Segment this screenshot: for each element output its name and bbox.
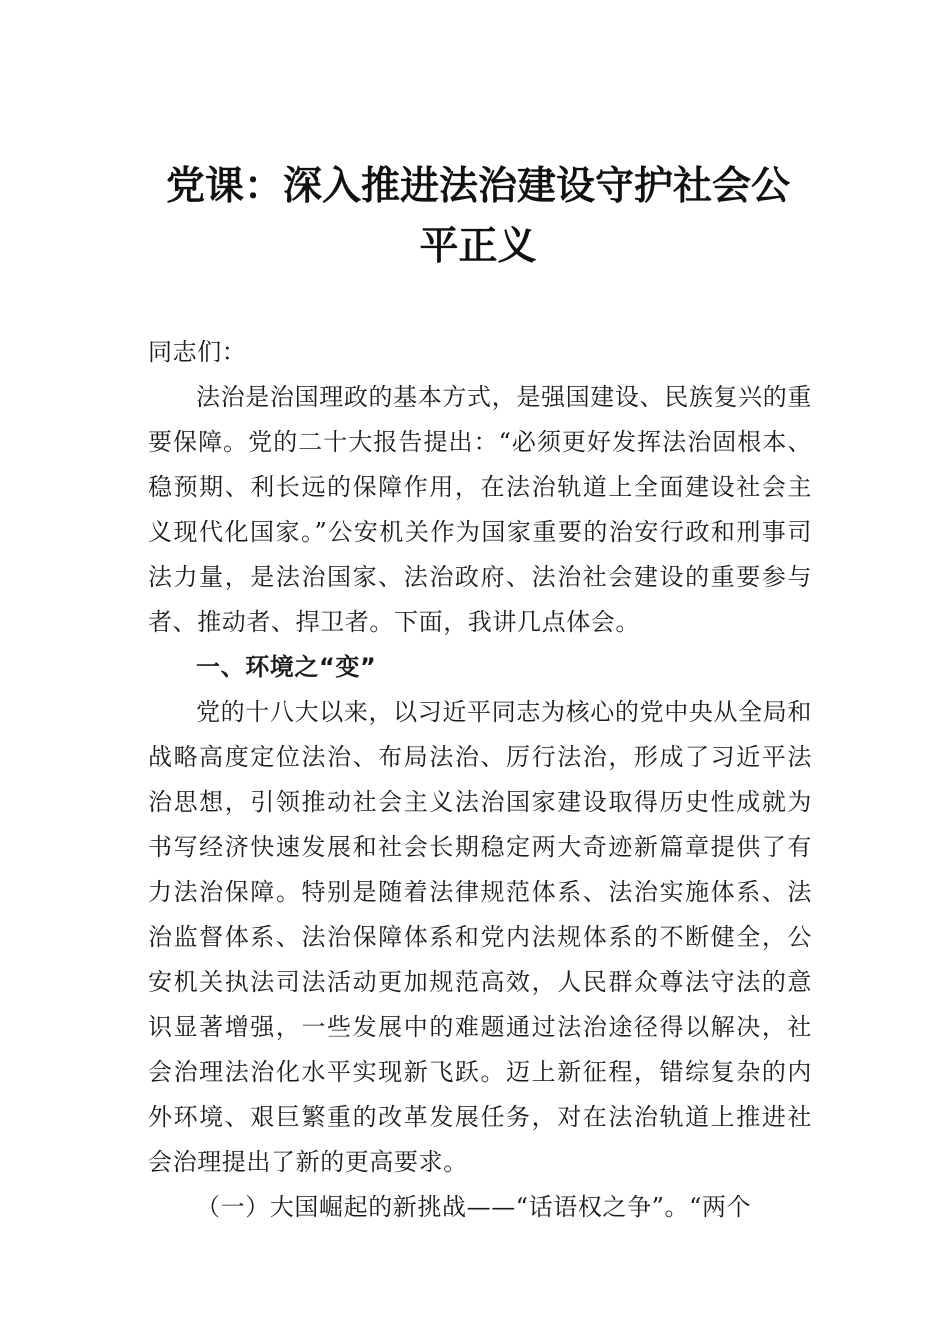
salutation: 同志们： — [148, 338, 247, 366]
document-title: 党课：深入推进法治建设守护社会公平正义 — [165, 163, 790, 269]
intro-paragraph: 法治是治国理政的基本方式，是强国建设、民族复兴的重要保障。党的二十大报告提出：“必须更好发挥法治固根本、稳预期、利长远的保障作用，在法治轨道上全面建设社会主义现代化国家。”公安机关作为国家重要的治安行政和刑事司法力量，是法治国家、法治政府、法治社会建设的重要参与者、推动者、捍卫者。下面，我讲几点体会。 — [148, 383, 812, 636]
subsection-heading: （一）大国崛起的新挑战——“话语权之争”。“两个 — [196, 1193, 752, 1221]
section-paragraph: 党的十八大以来，以习近平同志为核心的党中央从全局和战略高度定位法治、布局法治、厉行法治，形成了习近平法治思想，引领推动社会主义法治国家建设取得历史性成就为书写经济快速发展和社会长期稳定两大奇迹新篇章提供了有力法治保障。特别是随着法律规范体系、法治实施体系、法治监督体系、法治保障体系和党内法规体系的不断健全，公安机关执法司法活动更加规范高效，人民群众尊法守法的意识显著增强，一些发展中的难题通过法治途径得以解决，社会治理法治化水平实现新飞跃。迈上新征程，错综复杂的内外环境、艰巨繁重的改革发展任务，对在法治轨道上推进社会治理提出了新的更高要求。 — [148, 698, 812, 1176]
section-heading: 一、环境之“变” — [196, 653, 377, 681]
document-body — [148, 330, 812, 1230]
